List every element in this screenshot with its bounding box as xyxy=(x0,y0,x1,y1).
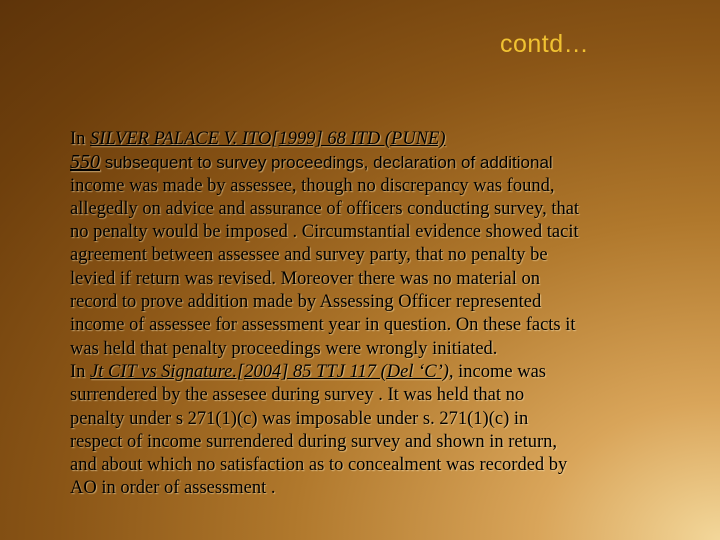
case1-citation-line xyxy=(70,128,690,151)
case2-line: AO in order of assessment . xyxy=(70,478,276,499)
case1-line: agreement between assessee and survey party, that no penalty be xyxy=(70,245,548,266)
case1-prefix: In xyxy=(70,129,91,149)
slide-title: contd… xyxy=(500,30,590,58)
case1-text-start: subsequent to survey proceedings, declaration of additional xyxy=(100,153,553,173)
case2-line: and about which no satisfaction as to concealment was recorded by xyxy=(70,455,568,476)
case1-citation-page: 550 xyxy=(70,151,100,174)
case1-line: levied if return was revised. Moreover there was no material on xyxy=(70,268,541,289)
case2-citation: Jt CIT vs Signature.[2004] 85 TTJ 117 (Del ‘C’), xyxy=(90,361,454,382)
case2-line: surrendered by the assesee during survey . It was held that no xyxy=(70,385,525,406)
case1-line: allegedly on advice and assurance of officers conducting survey, that xyxy=(70,198,580,219)
case1-line: record to prove addition made by Assessing Officer represented xyxy=(70,292,542,313)
case1-line: income was made by assessee, though no discrepancy was found, xyxy=(70,175,555,196)
case1-first-line xyxy=(70,151,690,174)
case1-line: was held that penalty proceedings were wrongly initiated. xyxy=(70,338,498,359)
case2-line: penalty under s 271(1)(c) was imposable under s. 271(1)(c) in xyxy=(70,408,529,429)
case2-citation-line xyxy=(70,361,690,384)
case1-citation: SILVER PALACE V. ITO[1999] 68 ITD (PUNE) xyxy=(90,129,446,149)
case1-line: income of assessee for assessment year in question. On these facts it xyxy=(70,315,576,336)
case2-text-start: income was xyxy=(453,361,547,382)
case2-line: respect of income surrendered during survey and shown in return, xyxy=(70,431,558,452)
case2-prefix: In xyxy=(70,361,91,382)
case1-line: no penalty would be imposed . Circumstantial evidence showed tacit xyxy=(70,222,579,243)
slide-body xyxy=(70,128,690,501)
